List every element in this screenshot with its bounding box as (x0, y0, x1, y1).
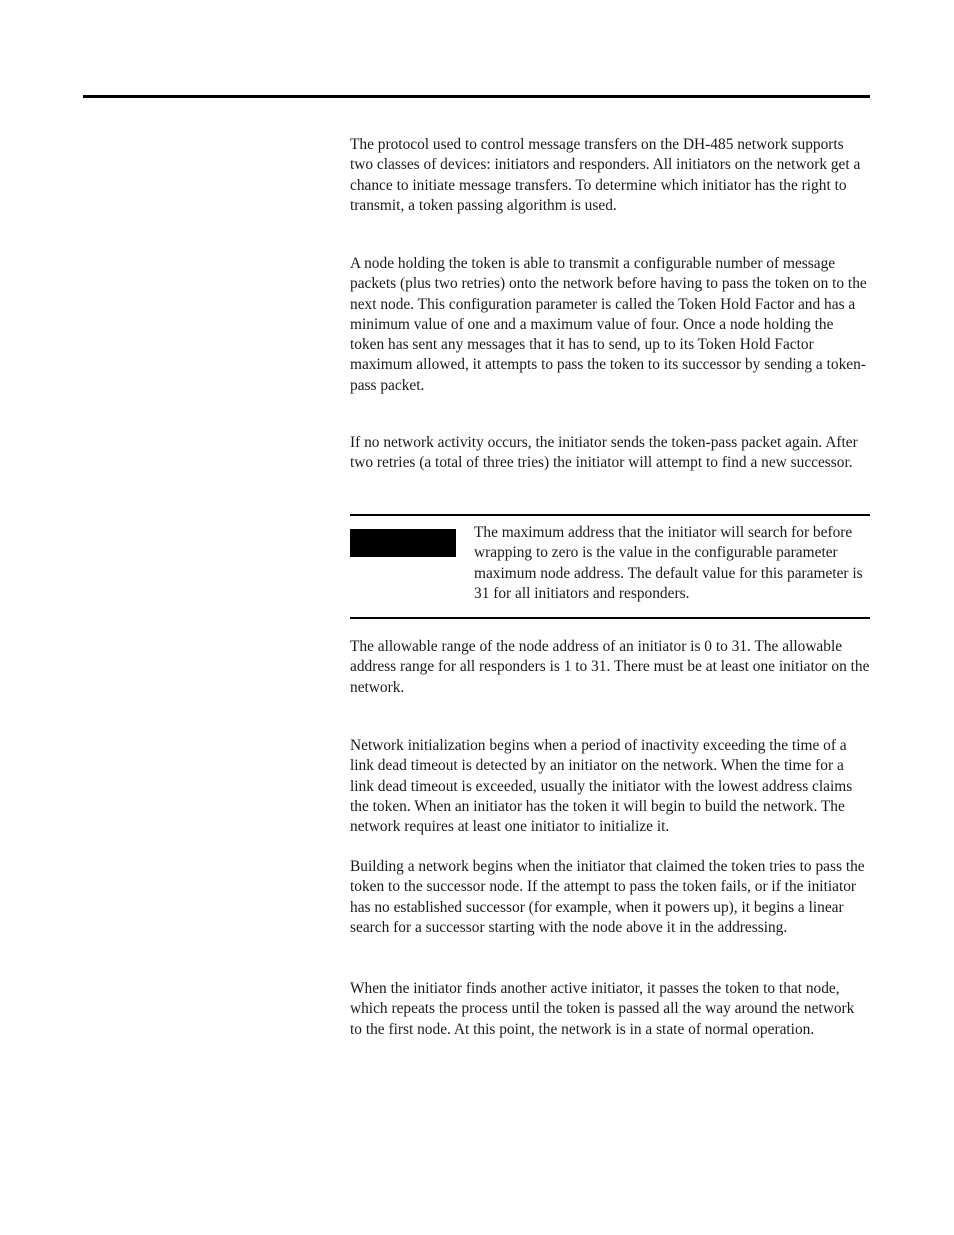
header-rule (83, 95, 870, 98)
paragraph-network-initialization: Network initialization begins when a period of inactivity exceeding the time of a link dead timeout is detected by an initiator on the network. When the time for a link dead timeout is exceeded, usually the initiator with the lowest address claims the token. When an initiator has the token it will begin to build the network. The network requires at least one initiator to initialize it. (350, 737, 853, 836)
paragraph-token-hold-factor: A node holding the token is able to transmit a configurable number of message packets (plus two retries) onto the network before having to pass the token on to the next node. This configuration parameter is called the Token Hold Factor and has a minimum value of one and a maximum value of four. Once a node holding the token has sent any messages that it has to send, up to its Token Hold Factor maximum allowed, it attempts to pass the token to its successor by sending a token-pass packet. (350, 255, 867, 394)
note-label-block (350, 529, 456, 557)
paragraph-building-network: Building a network begins when the initiator that claimed the token tries to pass the token to the successor node. If the attempt to pass the token fails, or if the initiator has no established successor (for example, when it powers up), it begins a linear search for a successor starting with the node above it in the addressing. (350, 858, 865, 936)
paragraph-token-pass-retry: If no network activity occurs, the initiator sends the token-pass packet again. After two retries (a total of three tries) the initiator will attempt to find a new successor. (350, 434, 858, 472)
paragraph-normal-operation: When the initiator finds another active initiator, it passes the token to that node, which repeats the process until the token is passed all the way around the network to the first node. At this point, the network is in a state of normal operation. (350, 980, 855, 1038)
note-top-rule (350, 514, 870, 516)
note-bottom-rule (350, 617, 870, 619)
paragraph-token-protocol: The protocol used to control message transfers on the DH-485 network supports two classes of devices: initiators and responders. All initiators on the network get a chance to initiate message transfers. To determine which initiator has the right to transmit, a token passing algorithm is used. (350, 136, 861, 214)
paragraph-address-range: The allowable range of the node address of an initiator is 0 to 31. The allowable address range for all responders is 1 to 31. There must be at least one initiator on the network. (350, 638, 870, 696)
note-text: The maximum address that the initiator will search for before wrapping to zero is the value in the configurable parameter maximum node address. The default value for this parameter is 31 for all initiators and responders. (474, 524, 863, 602)
